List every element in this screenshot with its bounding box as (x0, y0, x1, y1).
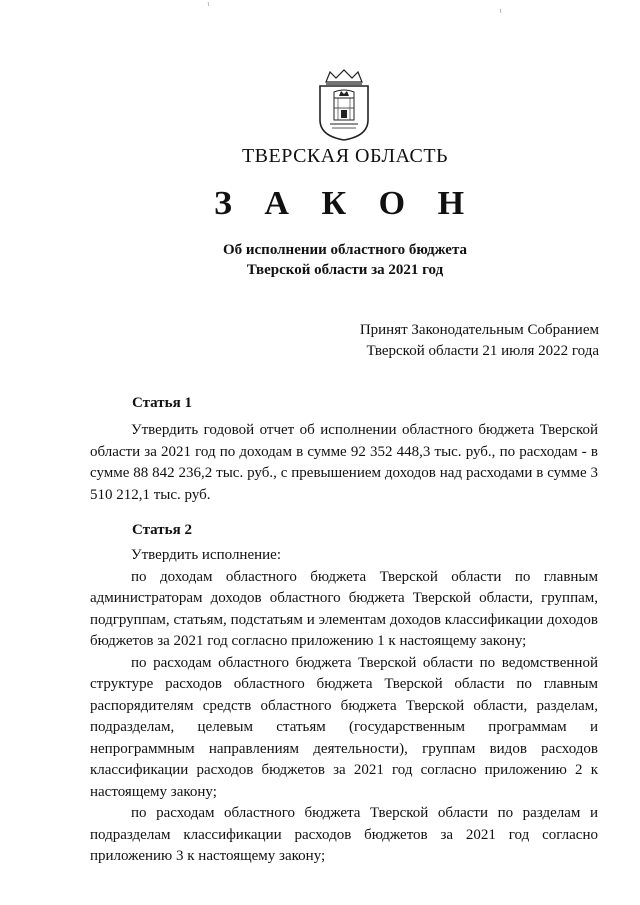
adoption-note-line-2: Тверской области 21 июля 2022 года (366, 343, 599, 359)
article-2-item-3: по расходам областного бюджета Тверской области по разделам и подразделам классификации расходов бюджетов за 2021 год согласно приложению 3 к настоящему закону; (90, 805, 598, 864)
article-2-intro: Утвердить исполнение: (131, 547, 281, 563)
law-subject-line-2: Тверской области за 2021 год (246, 262, 444, 278)
adoption-note-line-1: Принят Законодательным Собранием (359, 322, 599, 338)
law-subject (0, 240, 640, 280)
region-name: ТВЕРСКАЯ ОБЛАСТЬ (241, 145, 449, 167)
article-2-heading: Статья 2 (132, 522, 192, 538)
article-2-item-2: по расходам областного бюджета Тверской области по ведомственной структуре расходов областного бюджета Тверской области по главным распорядителям средств областного бюджета Тверской области, разделам, подразделам, целевым статьям (государственным программам и непрограммным направлениям деятельности), группам видов расходов классификации расходов бюджетов за 2021 год согласно приложению 2 к настоящему закону; (90, 654, 598, 800)
adoption-note (360, 320, 599, 362)
law-subject-line-1: Об исполнении областного бюджета (222, 242, 468, 258)
tver-coat-of-arms-icon (316, 68, 372, 142)
article-2-item-1: по доходам областного бюджета Тверской области по главным администраторам доходов областного бюджета Тверской области, группам, подгруппам, статьям, подстатьям и элементам доходов классификации доходов бюджетов за 2021 год согласно приложению 1 к настоящему закону; (90, 568, 598, 649)
article-2-body (90, 545, 598, 868)
article-1-paragraph: Утвердить годовой отчет об исполнении областного бюджета Тверской области за 2021 год по доходам в сумме 92 352 448,3 тыс. руб., по расходам - в сумме 88 842 236,2 тыс. руб., с превышением доходов над расходами в сумме 3 510 212,1 тыс. руб. (90, 422, 598, 503)
article-1-heading: Статья 1 (132, 395, 192, 411)
article-1-body (90, 420, 598, 506)
document-title: З А К О Н (213, 185, 477, 222)
scan-marks (0, 0, 640, 20)
